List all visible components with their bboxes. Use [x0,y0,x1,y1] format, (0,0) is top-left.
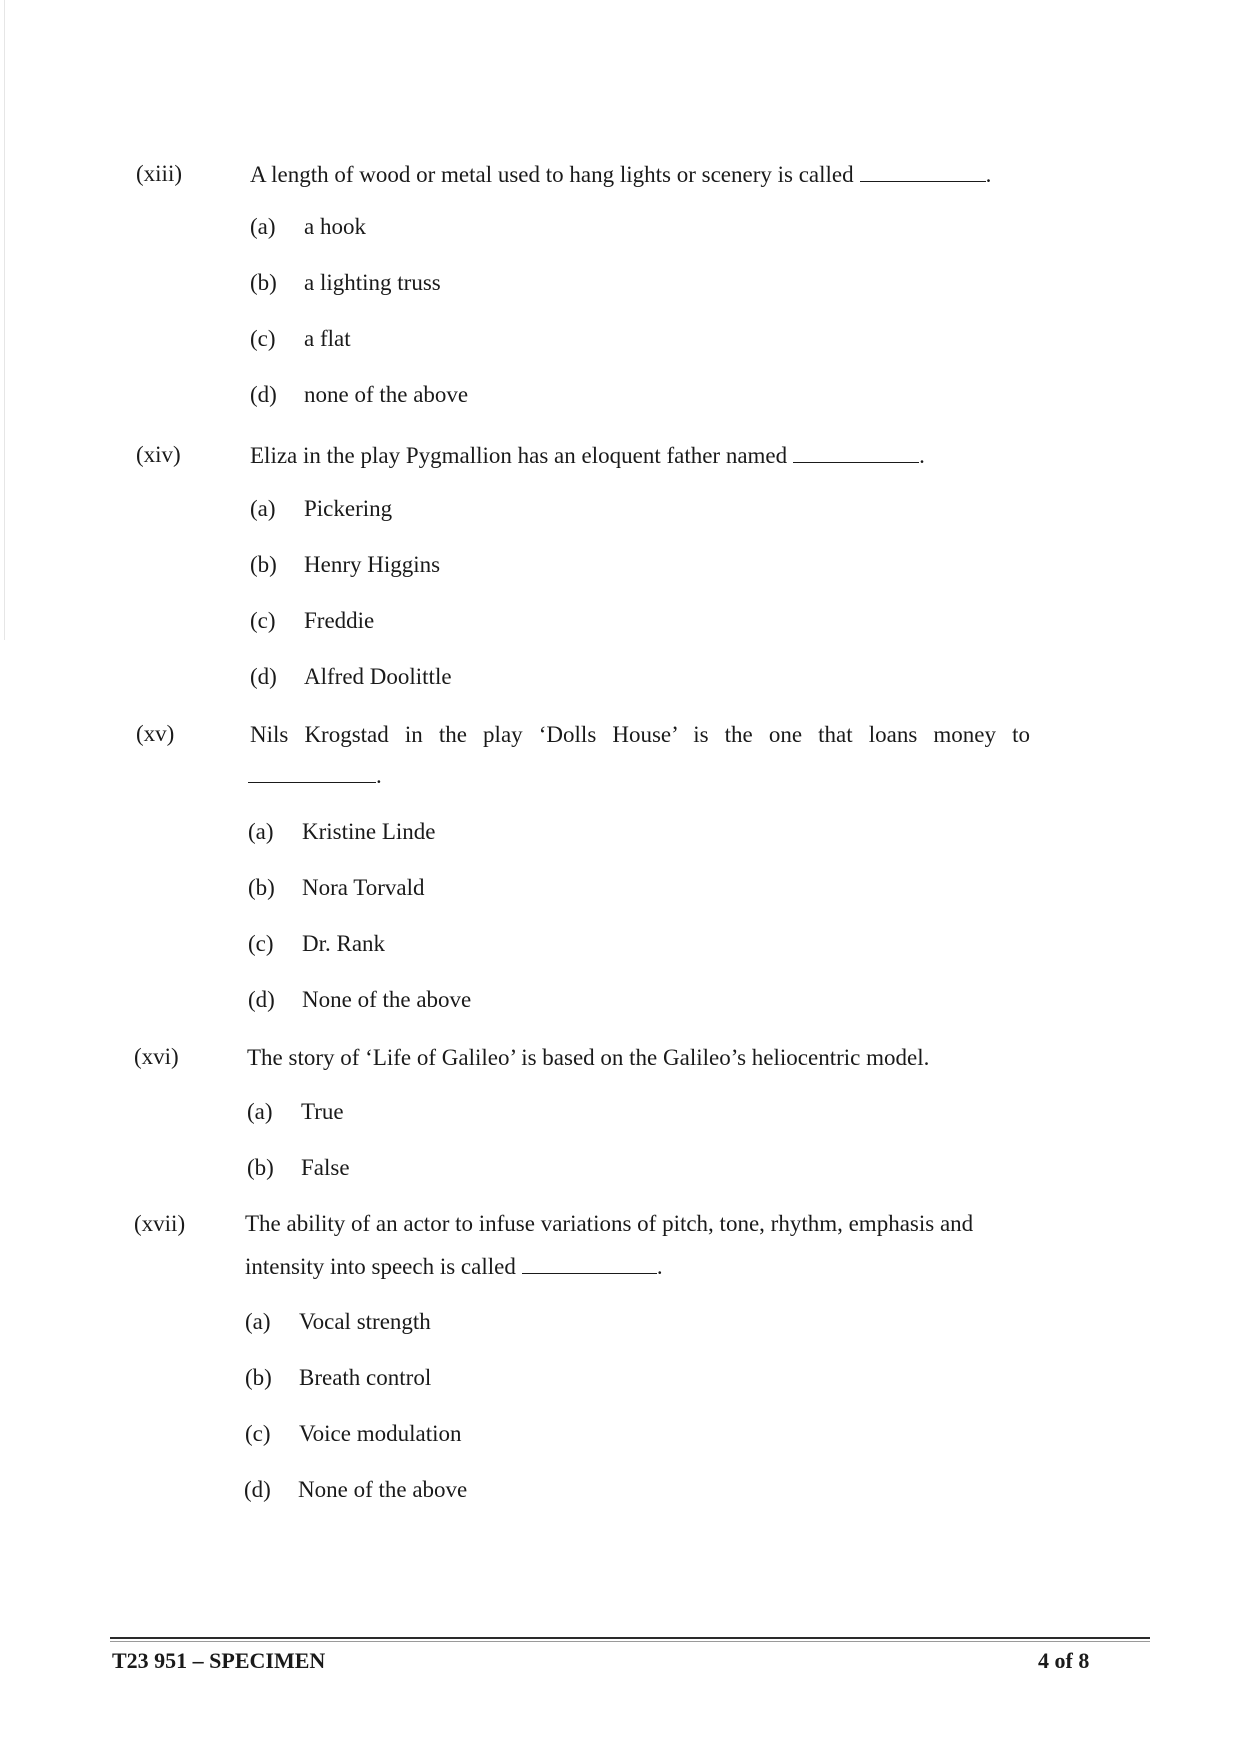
option-letter: (c) [250,608,276,633]
option-letter: (a) [248,819,274,844]
option-letter: (a) [247,1099,273,1124]
question-number: (xvi) [134,1044,179,1069]
option-text: none of the above [304,382,469,407]
page-number: 4 of 8 [1038,1648,1090,1673]
blank-period: . [919,443,925,468]
question-text-content: Eliza in the play Pygmallion has an eloquent father named [250,443,788,468]
answer-blank [860,161,986,182]
option-letter: (b) [250,270,277,295]
option-letter: (b) [248,875,275,900]
footer-divider [110,1637,1150,1639]
question-text-content: intensity into speech is called [245,1254,516,1279]
question-text-content: Nils Krogstad in the play ‘Dolls House’ is the one that loans money to [250,722,1030,747]
option-text: Freddie [304,608,375,633]
answer-blank [793,442,919,463]
question-text [250,712,1030,757]
question-number: (xv) [136,721,175,746]
option-text: Kristine Linde [302,819,436,844]
option-text: None of the above [302,987,472,1012]
question-text-content: A length of wood or metal used to hang lights or scenery is called [250,162,854,187]
answer-blank [522,1253,657,1274]
answer-blank [248,762,376,783]
option-letter: (a) [250,214,276,239]
option-text: Dr. Rank [302,931,386,956]
option-letter: (b) [247,1155,274,1180]
question-number: (xvii) [134,1211,186,1236]
option-text: Henry Higgins [304,552,441,577]
option-text: Pickering [304,496,393,521]
option-text: Breath control [299,1365,432,1390]
option-letter: (d) [248,987,275,1012]
option-letter: (d) [244,1477,271,1502]
option-text: Nora Torvald [302,875,425,900]
option-letter: (c) [250,326,276,351]
blank-period: . [376,763,382,788]
option-letter: (c) [245,1421,271,1446]
option-text: True [301,1099,344,1124]
option-text: Vocal strength [299,1309,431,1334]
question-text-line-2 [245,1251,663,1283]
blank-period: . [985,162,992,187]
question-text-content: The story of ‘Life of Galileo’ is based on the Galileo’s heliocentric model. [247,1045,930,1070]
option-text: a hook [304,214,366,239]
option-text: a lighting truss [304,270,441,295]
question-number: (xiv) [136,442,181,467]
option-letter: (c) [248,931,274,956]
footer-divider-thin [110,1641,1150,1642]
page-edge-shadow [4,0,5,640]
question-number: (xiii) [136,161,182,186]
option-letter: (b) [250,552,277,577]
paper-code: T23 951 – SPECIMEN [112,1648,326,1673]
question-text [247,1035,1033,1080]
option-letter: (a) [245,1309,271,1334]
question-text-line-1: The ability of an actor to infuse variations of pitch, tone, rhythm, emphasis and [245,1211,974,1236]
option-text: a flat [304,326,351,351]
option-letter: (d) [250,664,277,689]
option-letter: (d) [250,382,277,407]
question-blank-line [248,760,382,792]
option-text: None of the above [298,1477,468,1502]
option-letter: (a) [250,496,276,521]
option-text: False [301,1155,350,1180]
question-text [250,152,1036,197]
option-text: Alfred Doolittle [304,664,452,689]
blank-period: . [656,1254,663,1279]
option-letter: (b) [245,1365,272,1390]
question-text [250,433,1036,478]
option-text: Voice modulation [299,1421,462,1446]
